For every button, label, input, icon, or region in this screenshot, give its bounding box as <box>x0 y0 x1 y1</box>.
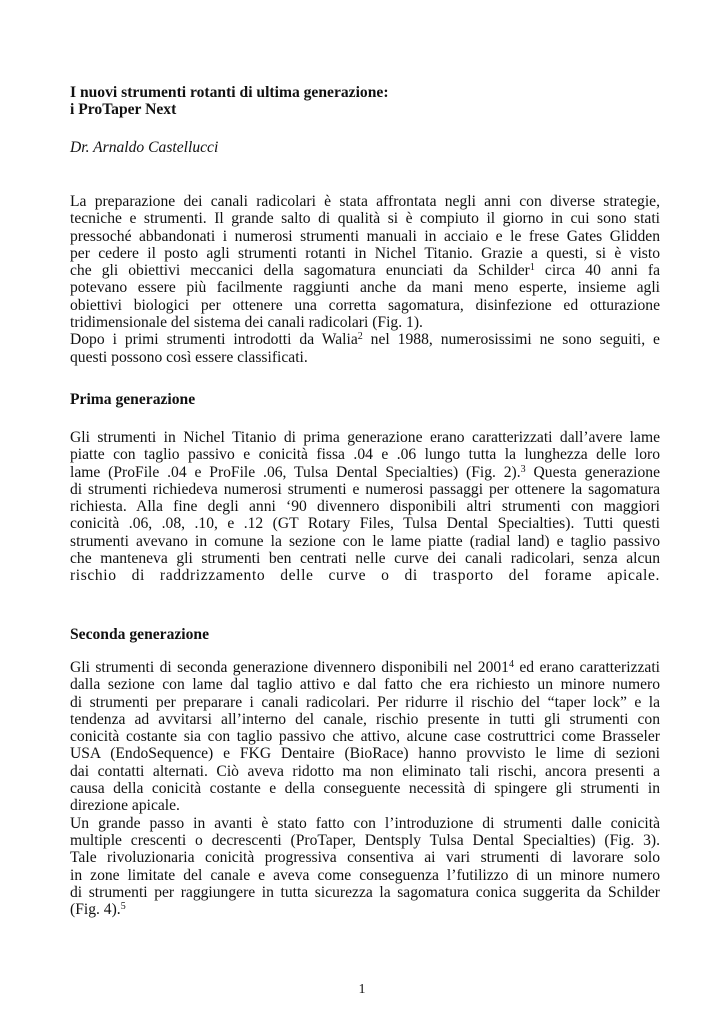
text-line: multiple crescenti o decrescenti (ProTaper, Dentsply Tulsa Dental Specialties) (Fig. 3). <box>70 831 660 849</box>
reference-superscript: 4 <box>508 659 514 670</box>
text-line: che manteneva gli strumenti ben centrati nelle curve dei canali radicolari, senza alcun <box>70 550 660 568</box>
text-line: di strumenti richiedeva numerosi strumenti e numerosi passaggi per ottenere la sagomatura <box>70 480 660 498</box>
text-line: tendenza ad avvitarsi all’interno del canale, rischio presente in tutti gli strumenti con <box>70 710 660 728</box>
text-line: tecniche e strumenti. Il grande salto di qualità si è compiuto il giorno in cui sono stati <box>70 210 660 228</box>
reference-superscript: 3 <box>520 463 526 475</box>
text-line: potevano essere più facilmente raggiunti anche da mani meno esperte, insieme agli <box>70 279 660 297</box>
section-heading-seconda-generazione: Seconda generazione <box>70 626 210 643</box>
text-line: strumenti avevano in comune la sezione con le lame piatte (radial land) e taglio passivo <box>70 532 660 550</box>
text-line: Un grande passo in avanti è stato fatto con l’introduzione di strumenti dalle conicità <box>70 814 660 832</box>
text-line: obiettivi biologici per ottenere una corretta sagomatura, disinfezione ed otturazione <box>70 296 660 314</box>
text-line: causa della conicità costante e della conseguente necessità di spingere gli strumenti in <box>70 780 660 798</box>
text-line: Gli strumenti in Nichel Titanio di prima generazione erano caratterizzati dall’avere lame <box>70 429 660 446</box>
text-line: richiesta. Alla fine degli anni ‘90 divennero disponibili altri strumenti con maggiori <box>70 498 660 516</box>
text-line: Tale rivoluzionaria conicità progressiva consentiva ai vari strumenti di lavorare solo <box>70 849 660 867</box>
text-line: lame (ProFile .04 e ProFile .06, Tulsa Dental Specialties) (Fig. 2).$^3$ Questa generazione <box>70 463 660 481</box>
text-line: Gli strumenti di seconda generazione divennero disponibili nel 2001$^4$ ed erano caratterizzati <box>70 659 660 676</box>
text-line: Dopo i primi strumenti introdotti da Walia$^2$ nel 1988, numerosissimi ne sono seguiti, e <box>70 331 660 349</box>
text-line: La preparazione dei canali radicolari è stata affrontata negli anni con diverse strategie, <box>70 193 660 210</box>
author-name: Dr. Arnaldo Castellucci <box>70 139 219 156</box>
reference-superscript: 5 <box>120 901 126 913</box>
text-line: che gli obiettivi meccanici della sagomatura enunciati da Schilder$^1$ circa 40 anni fa <box>70 262 660 280</box>
text-line: di strumenti per raggiungere in tutta sicurezza la sagomatura conica suggerita da Schilder <box>70 883 660 901</box>
prima-generazione-paragraph <box>70 429 660 585</box>
text-line: pressoché abbandonati i numerosi strumenti manuali in acciaio e le frese Gates Glidden <box>70 227 660 245</box>
reference-superscript: 2 <box>357 331 363 343</box>
reference-superscript: 1 <box>529 262 535 274</box>
text-line: questi possono così essere classificati. <box>70 348 308 366</box>
text-line: USA (EndoSequence) e FKG Dentaire (BioRace) hanno provvisto le lime di sezioni <box>70 745 660 763</box>
text-line: conicità costante sia con taglio passivo che attivo, alcune case costruttrici come Brasseler <box>70 728 660 746</box>
text-line: conicità .06, .08, .10, e .12 (GT Rotary Files, Tulsa Dental Specialties). Tutti questi <box>70 515 660 533</box>
section-heading-prima-generazione: Prima generazione <box>70 391 196 408</box>
title-line: I nuovi strumenti rotanti di ultima generazione: <box>70 84 389 101</box>
intro-paragraph <box>70 193 660 366</box>
text-line: di strumenti per preparare i canali radicolari. Per ridurre il rischio del “taper lock” e la <box>70 693 660 711</box>
page-number: 1 <box>358 982 366 997</box>
title-line: i ProTaper Next <box>70 101 177 119</box>
seconda-generazione-paragraph <box>70 659 660 918</box>
text-line: tridimensionale del sistema dei canali radicolari (Fig. 1). <box>70 314 423 332</box>
text-line: rischio di raddrizzamento delle curve o di trasporto del forame apicale. <box>70 567 660 585</box>
text-line: per cedere il posto agli strumenti rotanti in Nichel Titanio. Grazie a questi, si è visto <box>70 244 660 262</box>
document-title <box>70 84 660 119</box>
text-line: dalla sezione con lame dal taglio attivo e dal fatto che era richiesto un minore numero <box>70 676 660 694</box>
text-line: direzione apicale. <box>70 797 180 815</box>
text-line: (Fig. 4).$^5$ <box>70 901 126 919</box>
text-line: dai contatti alternati. Ciò aveva ridotto ma non eliminato tali rischi, ancora presenti a <box>70 762 660 780</box>
text-line: in zone limitate del canale e aveva come conseguenza l’futilizzo di un minore numero <box>70 866 660 884</box>
text-line: piatte con taglio passivo e conicità fissa .04 e .06 lungo tutta la lunghezza delle loro <box>70 446 660 464</box>
